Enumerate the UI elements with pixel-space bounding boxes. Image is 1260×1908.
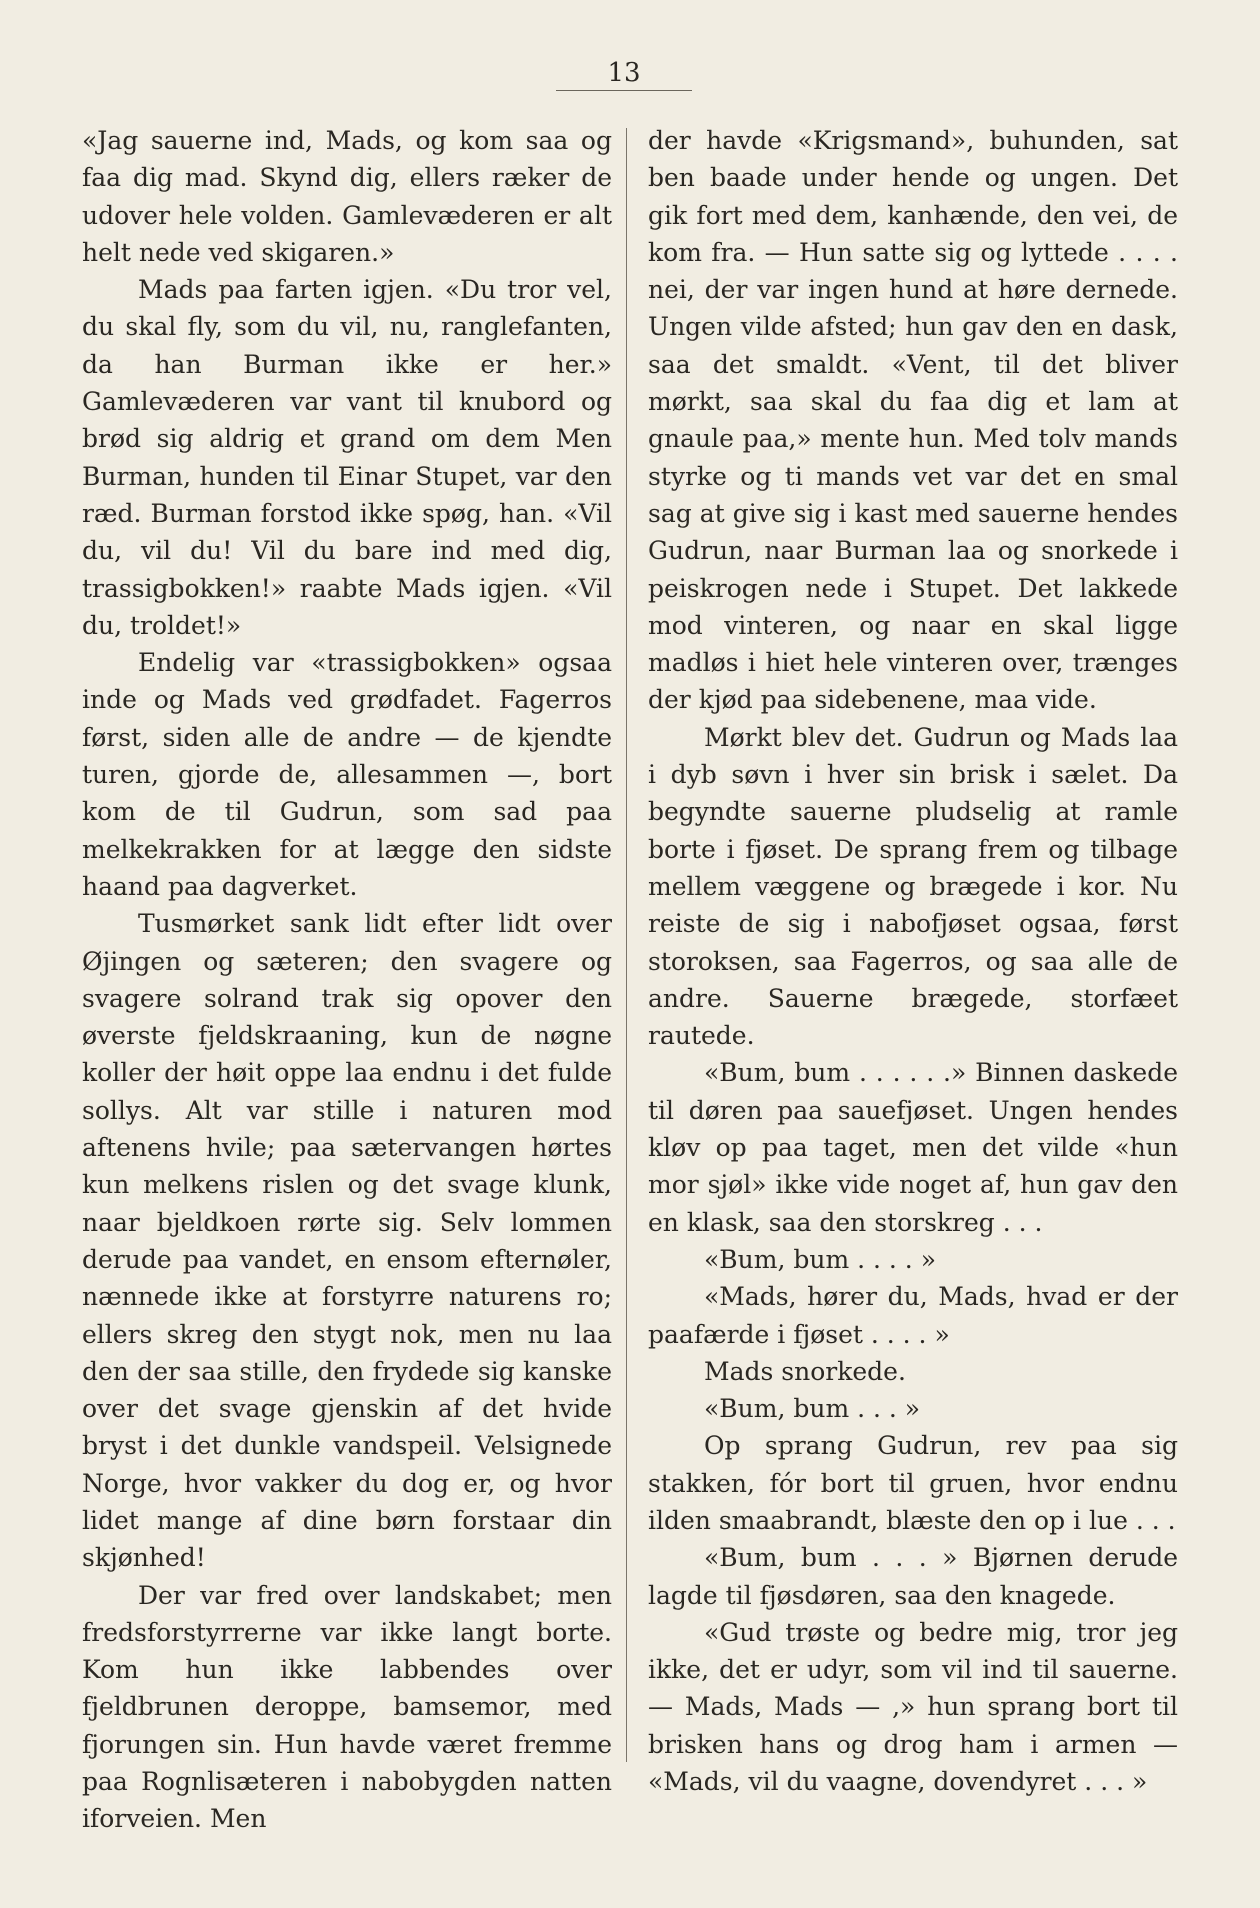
paragraph: «Bum, bum . . . » [704, 1394, 921, 1424]
paragraph: «Mads, hører du, Mads, hvad er der paafærde i fjøset . . . . » [648, 1282, 1178, 1349]
paragraph: Der var fred over landskabet; men fredsforstyrrerne var ikke langt borte. Kom hun ikke labbendes over fjeldbrunen deroppe, bamsemor, med fjorungen sin. Hun havde været fremme paa Rognlisæteren i nabobygden natten iforveien. Men [82, 1580, 612, 1834]
column-divider [626, 128, 627, 1762]
paragraph: Tusmørket sank lidt efter lidt over Øjingen og sæteren; den svagere og svagere solrand trak sig opover den øverste fjeldskraaning, kun de nøgne koller der høit oppe laa endnu i det fulde sollys. Alt var stille i naturen mod aftenens hvile; paa sætervangen hørtes kun melkens rislen og det svage klunk, naar bjeldkoen rørte sig. Selv lommen derude paa vandet, en ensom efternøler, nænnede ikke at forstyrre naturens ro; ellers skreg den stygt nok, men nu laa den der saa stille, den frydede sig kanske over det svage gjenskin af det hvide bryst i det dunkle vandspeil. Velsignede Norge, hvor vakker du dog er, og hvor lidet mange af dine børn forstaar din skjønhed! [82, 909, 612, 1573]
paragraph: Op sprang Gudrun, rev paa sig stakken, fór bort til gruen, hvor endnu ilden smaabrandt, blæste den op i lue . . . [648, 1431, 1178, 1535]
page-header [556, 58, 692, 91]
header-rule [556, 90, 692, 91]
paragraph: der havde «Krigsmand», buhunden, sat ben baade under hende og ungen. Det gik fort med dem, kanhænde, den vei, de kom fra. — Hun satte sig og lyttede . . . . nei, der var ingen hund at høre dernede. Ungen vilde afsted; hun gav den en dask, saa det smaldt. «Vent, til det bliver mørkt, saa skal du faa dig et lam at gnaule paa,» mente hun. Med tolv mands styrke og ti mands vet var det en smal sag at give sig i kast med sauerne hendes Gudrun, naar Burman laa og snorkede i peiskrogen nede i Stupet. Det lakkede mod vinteren, og naar en skal ligge madløs i hiet hele vinteren over, trænges der kjød paa sidebenene, maa vide. [648, 126, 1178, 715]
paragraph: «Gud trøste og bedre mig, tror jeg ikke, det er udyr, som vil ind til sauerne. — Mads, Mads — ,» hun sprang bort til brisken hans og drog ham i armen — «Mads, vil du vaagne, dovendyret . . . » [648, 1617, 1178, 1797]
paragraph: Mørkt blev det. Gudrun og Mads laa i dyb søvn i hver sin brisk i sælet. Da begyndte sauerne pludselig at ramle borte i fjøset. De sprang frem og tilbage mellem væggene og brægede i kor. Nu reiste de sig i nabofjøset ogsaa, først storoksen, saa Fagerros, og saa alle de andre. Sauerne brægede, storfæet rautede. [648, 722, 1178, 1051]
paragraph: Mads snorkede. [704, 1356, 906, 1386]
page-number: 13 [607, 58, 641, 88]
paragraph: «Jag sauerne ind, Mads, og kom saa og faa dig mad. Skynd dig, ellers ræker de udover hele volden. Gamlevæderen er alt helt nede ved skigaren.» [82, 126, 612, 267]
paragraph: Endelig var «trassigbokken» ogsaa inde og Mads ved grødfadet. Fagerros først, siden alle de andre — de kjendte turen, gjorde de, allesammen —, bort kom de til Gudrun, som sad paa melkekrakken for at lægge den sidste haand paa dagverket. [82, 648, 612, 901]
paragraph: «Bum, bum . . . » Bjørnen derude lagde til fjøsdøren, saa den knagede. [648, 1543, 1178, 1610]
paragraph: Mads paa farten igjen. «Du tror vel, du skal fly, som du vil, nu, ranglefanten, da han Burman ikke er her.» Gamlevæderen var vant til knubord og brød sig aldrig et grand om dem Men Burman, hunden til Einar Stupet, var den ræd. Burman forstod ikke spøg, han. «Vil du, vil du! Vil du bare ind med dig, trassigbokken!» raabte Mads igjen. «Vil du, troldet!» [82, 275, 612, 640]
paragraph: «Bum, bum . . . . » [704, 1244, 936, 1274]
paragraph: «Bum, bum . . . . . .» Binnen daskede til døren paa sauefjøset. Ungen hendes kløv op paa taget, men det vilde «hun mor sjøl» ikke vide noget af, hun gav den en klask, saa den storskreg . . . [648, 1058, 1178, 1237]
left-column [82, 122, 612, 1838]
right-column [648, 122, 1178, 1800]
